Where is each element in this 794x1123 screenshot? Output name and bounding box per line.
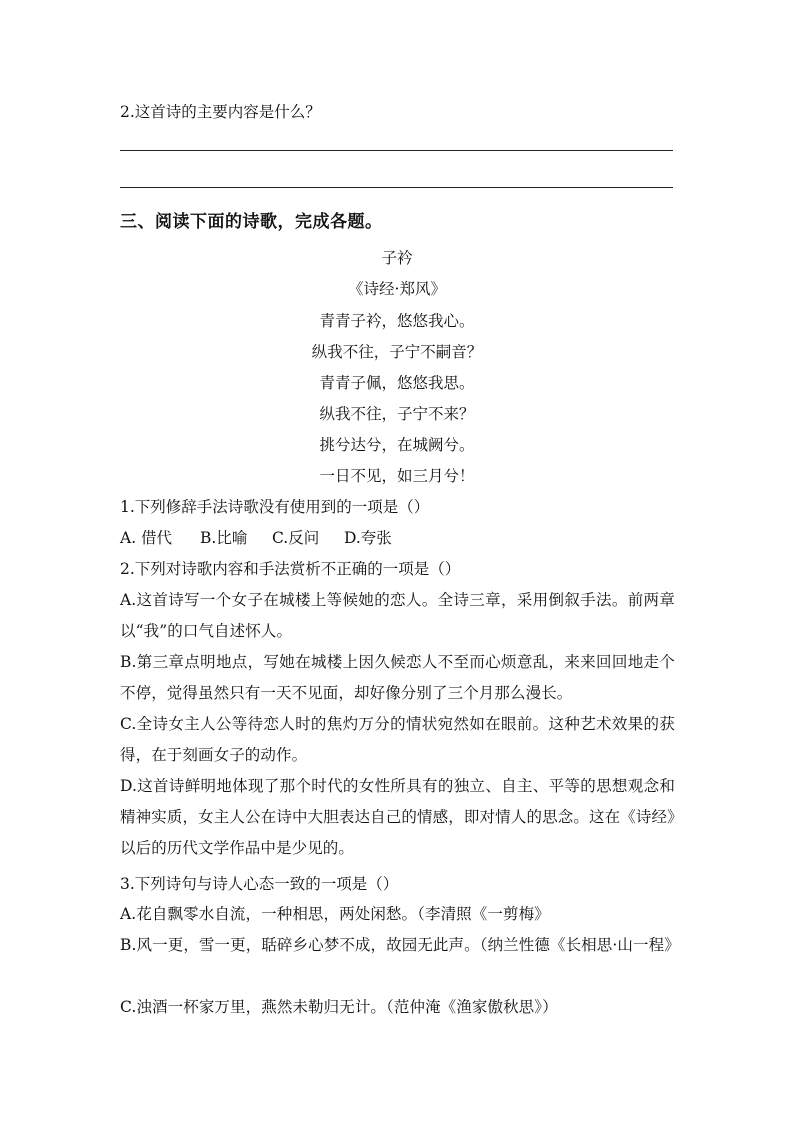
poem-title: 子衿 — [381, 249, 413, 267]
q1-stem: 1.下列修辞手法诗歌没有使用到的一项是（） — [120, 498, 430, 516]
q1-options — [120, 528, 392, 548]
q2-option-d: D.这首诗鲜明地体现了那个时代的女性所具有的独立、自主、平等的思想观念和精神实质，女主人公在诗中大胆表达自己的情感，即对情人的思念。这在《诗经》以后的历代文学作品中是少见的。 — [120, 777, 675, 857]
answer-line-2 — [120, 187, 673, 188]
q3-stem: 3.下列诗句与诗人心态一致的一项是（） — [120, 875, 399, 893]
section-three-title: 三、阅读下面的诗歌，完成各题。 — [120, 212, 383, 232]
poem-line: 纵我不往，子宁不嗣音？ — [311, 343, 483, 361]
q1-option-c: C.反问 — [272, 529, 320, 547]
q2-stem: 2.下列对诗歌内容和手法赏析不正确的一项是（） — [120, 560, 461, 578]
poem-line: 一日不见，如三月兮！ — [319, 467, 475, 485]
q2-option-a: A.这首诗写一个女子在城楼上等候她的恋人。全诗三章，采用倒叙手法。前两章以“我”的口气自述怀人。 — [120, 591, 675, 640]
q1-option-d: D.夸张 — [344, 529, 392, 547]
q2-option-c: C.全诗女主人公等待恋人时的焦灼万分的情状宛然如在眼前。这种艺术效果的获得，在于刻画女子的动作。 — [120, 715, 675, 764]
poem-line: 挑兮达兮，在城阙兮。 — [319, 436, 475, 454]
q1-option-b: B.比喻 — [200, 529, 248, 547]
poem-line: 青青子佩，悠悠我思。 — [319, 374, 475, 392]
q3-option-b: B.风一更，雪一更，聒碎乡心梦不成，故园无此声。（纳兰性德《长相思·山一程》 — [120, 936, 680, 954]
poem-source: 《诗经·郑风》 — [348, 280, 446, 298]
q3-option-a: A.花自飘零水自流，一种相思，两处闲愁。（李清照《一剪梅》 — [120, 905, 550, 923]
q3-option-c: C.浊酒一杯家万里，燕然未勒归无计。（范仲淹《渔家傲秋思》） — [120, 998, 558, 1016]
poem-line: 纵我不往，子宁不来？ — [319, 405, 475, 423]
question-2-stem: 2.这首诗的主要内容是什么？ — [120, 103, 321, 121]
poem-line: 青青子衿，悠悠我心。 — [319, 312, 475, 330]
q1-option-a: A. 借代 — [120, 529, 173, 547]
q2-option-b: B.第三章点明地点，写她在城楼上因久候恋人不至而心烦意乱，来来回回地走个不停，觉得虽然只有一天不见面，却好像分别了三个月那么漫长。 — [120, 653, 675, 702]
answer-line-1 — [120, 150, 673, 151]
